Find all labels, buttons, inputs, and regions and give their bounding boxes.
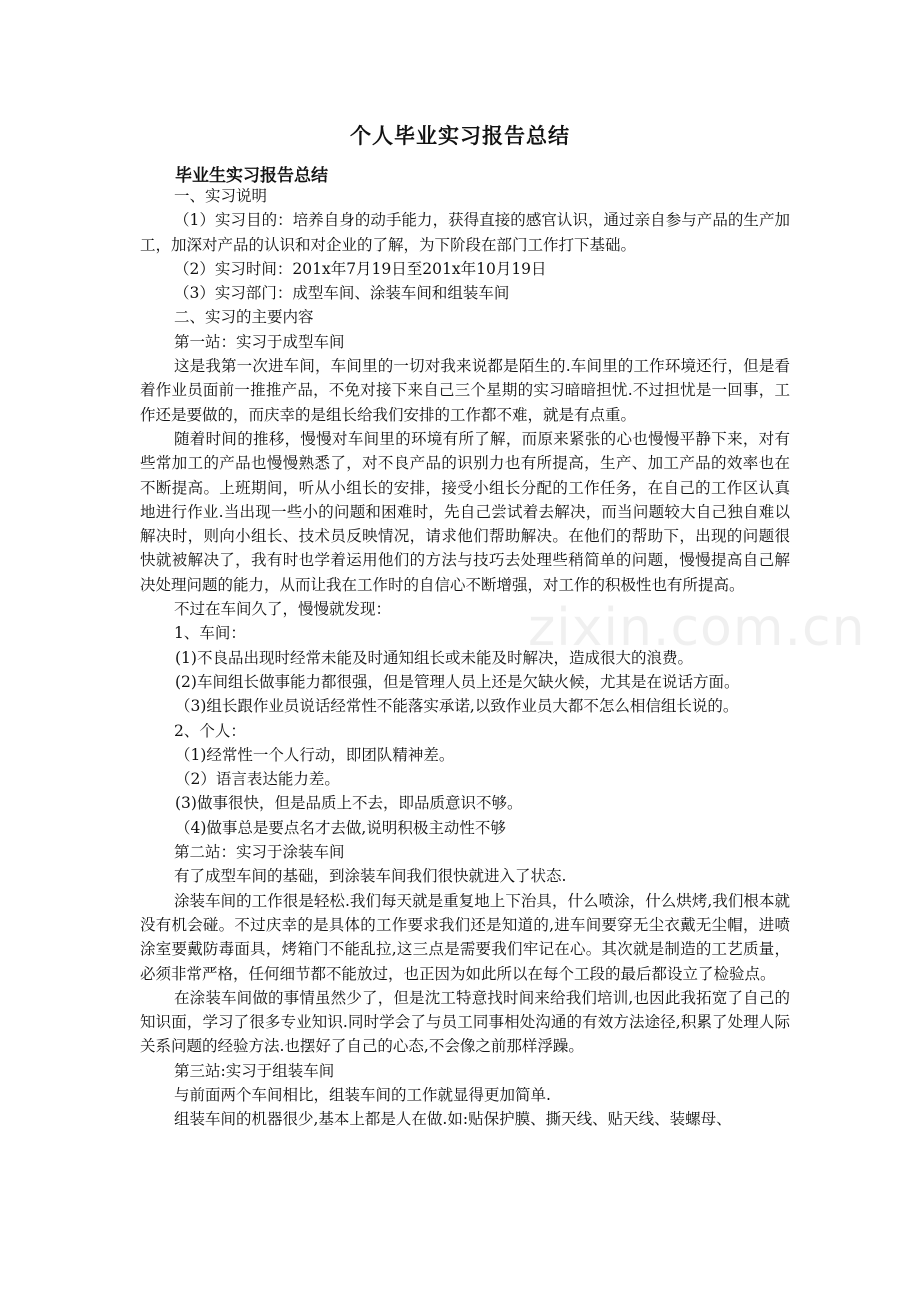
paragraph: 1、车间： (174, 624, 246, 643)
paragraph: （2）实习时间：201x年7月19日至201x年10月19日 (174, 259, 547, 278)
paragraph: 这是我第一次进车间，车间里的一切对我来说都是陌生的.车间里的工作环境还行，但是看着作业员面前一推推产品，不免对接下来自己三个星期的实习暗暗担忧.不过担忧是一回事，工作还是要做的，而庆幸的是组长给我们安排的工作都不难，就是有点重。 (140, 357, 790, 424)
paragraph: 涂装车间的工作很是轻松.我们每天就是重复地上下治具，什么喷涂，什么烘烤,我们根本就没有机会碰。不过庆幸的是具体的工作要求我们还是知道的,进车间要穿无尘衣戴无尘帽，进喷涂室要戴防毒面具，烤箱门不能乱拉,这三点是需要我们牢记在心。其次就是制造的工艺质量，必须非常严格，任何细节都不能放过，也正因为如此所以在每个工段的最后都设立了检验点。 (140, 891, 790, 983)
paragraph: 第一站：实习于成型车间 (174, 332, 345, 351)
document-body (140, 184, 790, 1132)
paragraph: 有了成型车间的基础，到涂装车间我们很快就进入了状态. (174, 867, 567, 886)
paragraph: （1）实习目的：培养自身的动手能力，获得直接的感官认识，通过亲自参与产品的生产加工，加深对产品的认识和对企业的了解，为下阶段在部门工作打下基础。 (140, 211, 790, 254)
paragraph: （4)做事总是要点名才去做,说明积极主动性不够 (175, 818, 506, 837)
paragraph: (3)做事很快，但是品质上不去，即品质意识不够。 (175, 794, 523, 813)
paragraph: （2）语言表达能力差。 (175, 770, 340, 789)
paragraph: （3)组长跟作业员说话经常性不能落实承诺,以致作业员大都不怎么相信组长说的。 (175, 697, 739, 716)
paragraph: 随着时间的推移，慢慢对车间里的环境有所了解，而原来紧张的心也慢慢平静下来，对有些常加工的产品也慢慢熟悉了，对不良产品的识别力也有所提高，生产、加工产品的效率也在不断提高。上班期间，听从小组长的安排，接受小组长分配的工作任务，在自己的工作区认真地进行作业.当出现一些小的问题和困难时，先自己尝试着去解决，而当问题较大自己独自难以解决时，则向小组长、技术员反映情况，请求他们帮助解决。在他们的帮助下，出现的问题很快就被解决了，我有时也学着运用他们的方法与技巧去处理些稍简单的问题，慢慢提高自己解决处理问题的能力，从而让我在工作时的自信心不断增强，对工作的积极性也有所提高。 (140, 429, 790, 594)
document-subtitle: 毕业生实习报告总结 (175, 166, 328, 186)
paragraph: 第二站：实习于涂装车间 (174, 843, 345, 862)
paragraph: 2、个人： (174, 721, 246, 740)
paragraph: 第三站:实习于组装车间 (174, 1061, 335, 1080)
paragraph: 二、实习的主要内容 (174, 308, 314, 327)
watermark: zixin.com.cn (528, 598, 866, 658)
paragraph: 不过在车间久了，慢慢就发现： (174, 600, 392, 619)
paragraph: 组装车间的机器很少,基本上都是人在做.如:贴保护膜、撕天线、贴天线、装螺母、 (174, 1110, 732, 1129)
paragraph: (2)车间组长做事能力都很强，但是管理人员上还是欠缺火候，尤其是在说话方面。 (175, 672, 740, 691)
paragraph: （3）实习部门：成型车间、涂装车间和组装车间 (174, 284, 510, 303)
document-title: 个人毕业实习报告总结 (350, 124, 570, 148)
paragraph: 一、实习说明 (174, 187, 268, 205)
paragraph: （1)经常性一个人行动，即团队精神差。 (175, 745, 455, 764)
paragraph: 在涂装车间做的事情虽然少了，但是沈工特意找时间来给我们培训,也因此我拓宽了自己的知识面，学习了很多专业知识.同时学会了与员工同事相处沟通的有效方法途径,积累了处理人际关系问题的经验方法.也摆好了自己的心态,不会像之前那样浮躁。 (140, 988, 790, 1056)
paragraph: (1)不良品出现时经常未能及时通知组长或未能及时解决，造成很大的浪费。 (175, 648, 693, 667)
paragraph: 与前面两个车间相比，组装车间的工作就显得更加简单. (174, 1085, 551, 1104)
